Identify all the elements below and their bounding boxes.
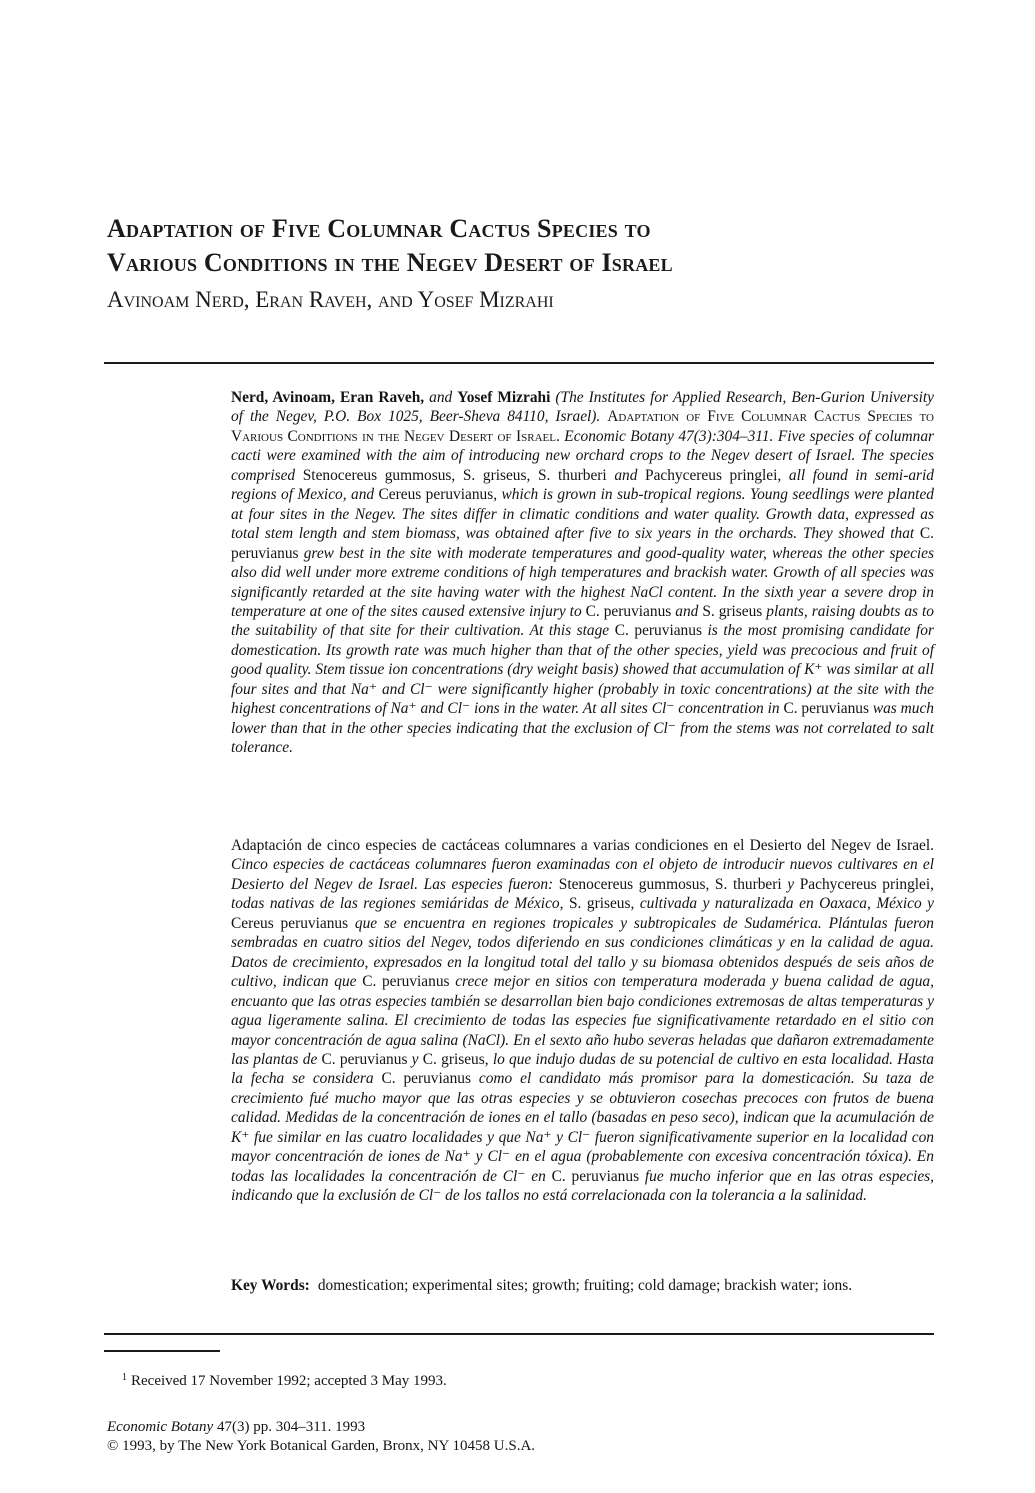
resumen-text: y [781,875,800,893]
abstract-journal-citation: Economic Botany 47(3):304–311. [559,427,778,445]
species-name: Cereus peruvianus [231,914,349,932]
article-title [107,212,957,280]
footnote-rule [104,1350,220,1352]
bottom-divider [104,1333,934,1335]
top-divider [104,362,934,364]
article-title-line-2: Various Conditions in the Negev Desert of Israel [107,248,673,277]
resumen-text: cultivada y naturalizada en Oaxaca, México y [634,895,934,913]
key-words-list: domestication; experimental sites; growth; fruiting; cold damage; brackish water; ions. [317,1277,853,1294]
resumen-text: Cinco especies de cactáceas columnares fueron examinadas con el objeto de introducir nuevos cultivares en el Desierto del Negev de Israel. Las especies fueron: [231,856,934,893]
abstract-title-caps: Adaptation of Five Columnar Cactus Species to Various Conditions in the Negev Desert of Israel. [231,408,935,445]
species-name: C. peruvianus [783,700,869,718]
key-words-label: Key Words: [231,1277,310,1294]
footnote-text: Received 17 November 1992; accepted 3 May 1993. [131,1373,447,1389]
resumen-text: que se encuentra en regiones tropicales y subtropicales de Sudamérica. Plántulas fueron sembradas en cuatro sitios del Negev, todos diferiendo en sus condiciones climáticas y en la calidad de agua. Datos de crecimiento, expresados en la longitud total del tallo y su biomasa obtenidos después de seis años de cultivo, indican que [231,914,934,991]
abstract-author-last: Yosef Mizrahi [457,389,551,406]
abstract-text: plants, raising doubts as to the suitability of that site for their cultivation. At this stage [231,602,934,640]
species-name: C. peruvianus [614,622,702,640]
species-name: C. peruvianus [551,1167,640,1185]
spanish-abstract [231,836,934,1206]
resumen-text: fue mucho inferior que en las otras especies, indicando que la exclusión de Cl⁻ de los tallos no está correlacionada con la tolerancia a la salinidad. [231,1167,934,1205]
abstract-text: is the most promising candidate for domestication. Its growth rate was much higher than that of the other species, yield was precocious and fruit of good quality. Stem tissue ion concentrations (dry weight basis) showed that accumulation of K⁺ was similar at all four sites and that Na⁺ and Cl⁻ were significantly higher (probably in toxic concentrations) at the site with the highest concentrations of Na⁺ and Cl⁻ ions in the water. At all sites Cl⁻ concentration in [231,622,934,718]
abstract-text: Five species of columnar cacti were examined with the aim of introducing new orchard crops to the Negev desert of Israel. The species comprised [231,427,934,484]
abstract-text: was much lower than that in the other species indicating that the exclusion of Cl⁻ from the stems was not correlated to salt tolerance. [231,700,934,757]
journal-volume-pages: 47(3) pp. 304–311. 1993 [213,1419,366,1435]
received-footnote [122,1368,447,1391]
abstract-affiliation: (The Institutes for Applied Research, Ben-Gurion University of the Negev, P.O. Box 1025, Beer-Sheva 84110, Israel). [231,389,935,426]
resumen-text: y [407,1050,423,1068]
species-name: Pachycereus pringlei, [645,466,782,484]
key-words [231,1276,934,1295]
abstract-author-names: Nerd, Avinoam, Eran Raveh, [231,389,425,406]
species-name: C. griseus, [422,1050,489,1068]
species-name: C. peruvianus [362,973,450,991]
species-name: C. peruvianus [321,1050,408,1068]
abstract-text: and [606,466,646,484]
species-name: Stenocereus gummosus, S. thurberi [558,875,782,893]
abstract-text: which is grown in sub-tropical regions. Young seedlings were planted at four sites in the Negev. The sites differ in climatic conditions and water quality. Growth data, expressed as total stem length and stem biomass, was obtained after five to six years in the orchards. They showed that [231,486,934,543]
species-name: S. griseus, [568,895,635,913]
resumen-text: lo que indujo dudas de su potencial de cultivo en esta localidad. Hasta la fecha se considera [231,1050,934,1088]
resumen-text: todas nativas de las regiones semiáridas de México, [231,895,569,913]
abstract-and: and [424,389,458,406]
species-name: Pachycereus pringlei, [799,875,935,893]
species-name: C. peruvianus [381,1070,471,1088]
english-abstract [231,388,934,758]
species-name: C. peruvianus [231,525,934,562]
copyright-notice: © 1993, by The New York Botanical Garden, Bronx, NY 10458 U.S.A. [107,1438,536,1454]
author-list: Avinoam Nerd, Eran Raveh, and Yosef Mizrahi [107,287,554,312]
species-name: C. peruvianus [585,602,672,620]
species-name: Cereus peruvianus, [378,486,498,504]
journal-citation [107,1418,365,1437]
article-title-line-1: Adaptation of Five Columnar Cactus Species to [107,214,651,243]
abstract-text: grew best in the site with moderate temperatures and good-quality water, whereas the other species also did well under more extreme conditions of high temperatures and brackish water. Growth of all species was significantly retarded at the site having water with the highest NaCl content. In the sixth year a severe drop in temperature at one of the sites caused extensive injury to [231,544,934,620]
resumen-text: crece mejor en sitios con temperatura moderada y buena calidad de agua, encuanto que las otras especies también se desarrollan bien bajo condiciones extremosas de altas temperaturas y agua ligeramente salina. El crecimiento de todas las especies fue significativamente retardado en el sitio con mayor concentración de agua salina (NaCl). En el sexto año hubo severas heladas que dañaron extremadamente las plantas de [231,973,934,1068]
abstract-text: and [671,602,703,620]
journal-name: Economic Botany [107,1419,214,1435]
footnote-mark: 1 [122,1372,127,1383]
spanish-abstract-title: Adaptación de cinco especies de cactáceas columnares a varias condiciones en el Desierto del Negev de Israel. [231,837,934,854]
species-name: Stenocereus gummosus, S. griseus, S. thurberi [302,466,607,484]
abstract-text: all found in semi-arid regions of Mexico, and [231,466,934,504]
resumen-text: como el candidato más promisor para la domesticación. Su taza de crecimiento fué mucho mayor que las otras especies y se obtuvieron cosechas precoces con frutos de buena calidad. Medidas de la concentración de iones en el tallo (basadas en peso seco), indican que la acumulación de K⁺ fue similar en las cuatro localidades y que Na⁺ y Cl⁻ fueron significativamente superior en la localidad con mayor concentración de iones de Na⁺ y Cl⁻ en el agua (probablemente con excesiva concentración tóxica). En todas las localidades la concentración de Cl⁻ en [231,1070,934,1185]
species-name: S. griseus [702,602,763,620]
